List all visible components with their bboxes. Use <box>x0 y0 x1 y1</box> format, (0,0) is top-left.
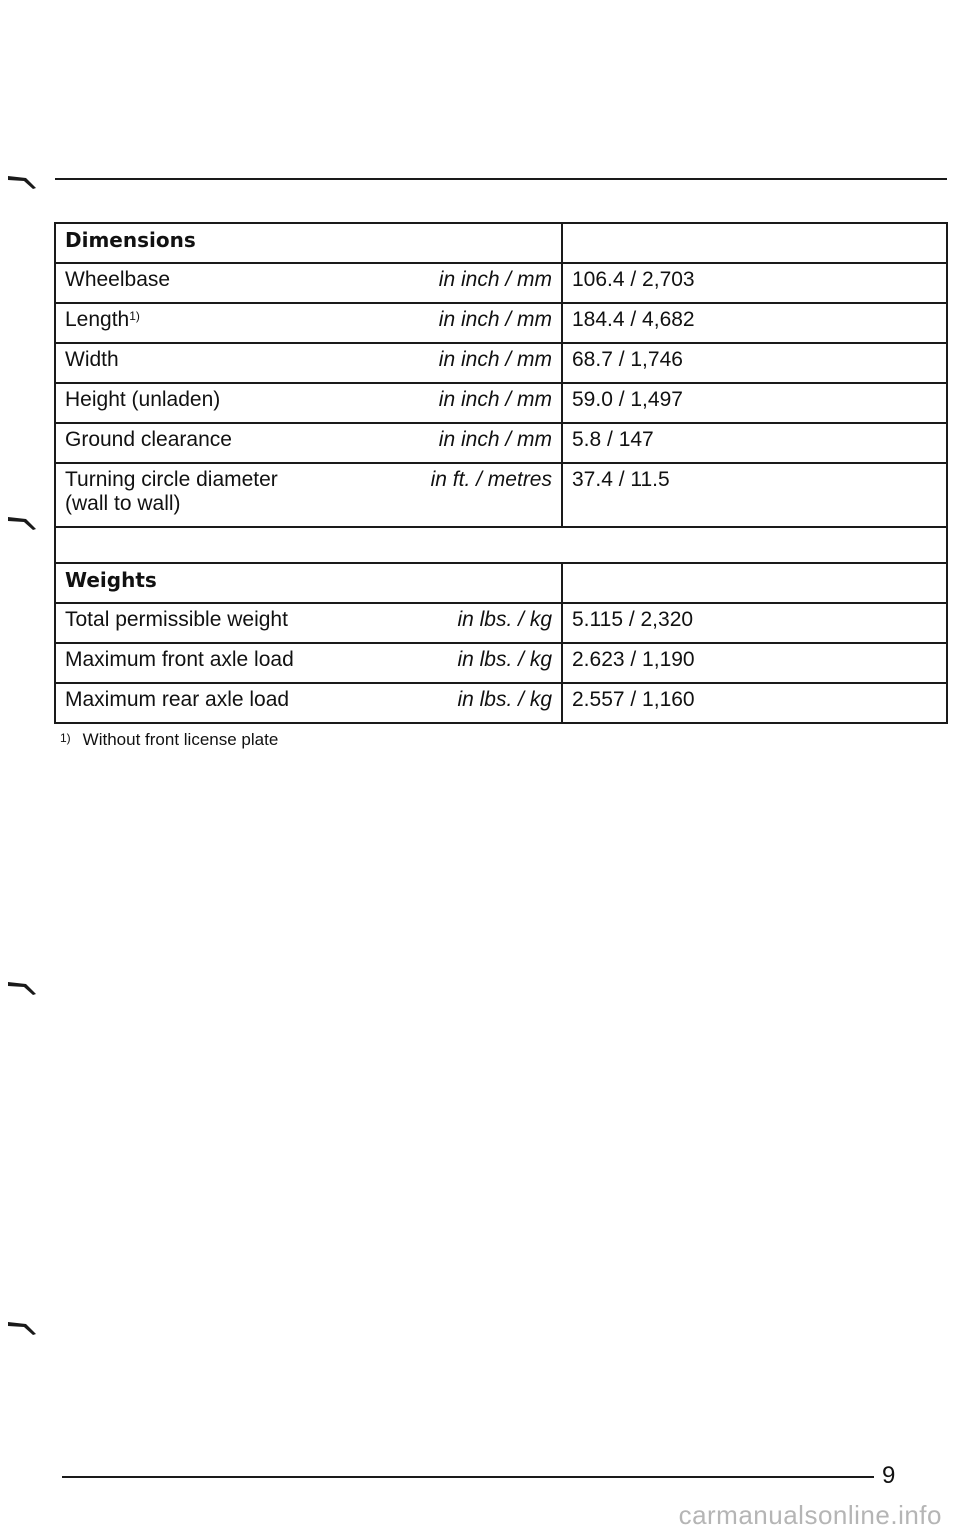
page-number: 9 <box>882 1462 896 1489</box>
spacer-row <box>55 527 947 563</box>
row-label: Total permissible weight <box>55 603 385 643</box>
table-row <box>55 383 947 423</box>
page-margin-mark-icon <box>6 978 40 996</box>
dimensions-heading: Dimensions <box>55 223 562 263</box>
row-label: Turning circle diameter <box>65 468 278 491</box>
watermark: carmanualsonline.info <box>678 1500 942 1530</box>
row-value: 68.7 / 1,746 <box>562 343 947 383</box>
row-label-cell <box>55 303 385 343</box>
dimensions-header-empty-cell <box>562 223 947 263</box>
row-unit: in inch / mm <box>385 423 562 463</box>
table-row <box>55 423 947 463</box>
page-margin-mark-icon <box>6 513 40 531</box>
row-label-line2: (wall to wall) <box>65 492 181 515</box>
table-row <box>55 643 947 683</box>
footnote-text: Without front license plate <box>82 730 279 749</box>
table-row <box>55 463 947 527</box>
spacer-cell <box>55 527 947 563</box>
row-value: 106.4 / 2,703 <box>562 263 947 303</box>
row-label: Ground clearance <box>55 423 385 463</box>
row-label: Length <box>65 308 130 331</box>
row-unit: in lbs. / kg <box>385 603 562 643</box>
row-value: 184.4 / 4,682 <box>562 303 947 343</box>
row-unit: in inch / mm <box>385 263 562 303</box>
specifications-table <box>54 222 948 724</box>
row-label: Maximum rear axle load <box>55 683 385 723</box>
row-unit: in lbs. / kg <box>385 643 562 683</box>
row-unit: in inch / mm <box>385 303 562 343</box>
row-value: 5.115 / 2,320 <box>562 603 947 643</box>
row-value: 2.557 / 1,160 <box>562 683 947 723</box>
footnote-mark: 1) <box>60 731 71 745</box>
dimensions-header-row <box>55 223 947 263</box>
row-unit: in inch / mm <box>385 383 562 423</box>
row-label: Width <box>55 343 385 383</box>
row-value: 37.4 / 11.5 <box>562 463 947 527</box>
footnote-mark: 1) <box>129 309 140 323</box>
table-row <box>55 303 947 343</box>
row-value: 59.0 / 1,497 <box>562 383 947 423</box>
row-unit: in lbs. / kg <box>385 683 562 723</box>
row-unit: in inch / mm <box>385 343 562 383</box>
page-margin-mark-icon <box>6 1318 40 1336</box>
row-label: Maximum front axle load <box>55 643 385 683</box>
footnote <box>60 728 278 752</box>
row-value: 2.623 / 1,190 <box>562 643 947 683</box>
row-label: Height (unladen) <box>55 383 385 423</box>
page-margin-mark-icon <box>6 172 40 190</box>
table-row <box>55 603 947 643</box>
table-row <box>55 683 947 723</box>
weights-header-row <box>55 563 947 603</box>
bottom-rule <box>62 1476 874 1478</box>
row-label: Wheelbase <box>55 263 385 303</box>
row-unit: in ft. / metres <box>385 463 562 527</box>
table-row <box>55 263 947 303</box>
weights-heading: Weights <box>55 563 562 603</box>
top-rule <box>55 178 947 180</box>
row-label-cell <box>55 463 385 527</box>
table-row <box>55 343 947 383</box>
weights-header-empty-cell <box>562 563 947 603</box>
row-value: 5.8 / 147 <box>562 423 947 463</box>
